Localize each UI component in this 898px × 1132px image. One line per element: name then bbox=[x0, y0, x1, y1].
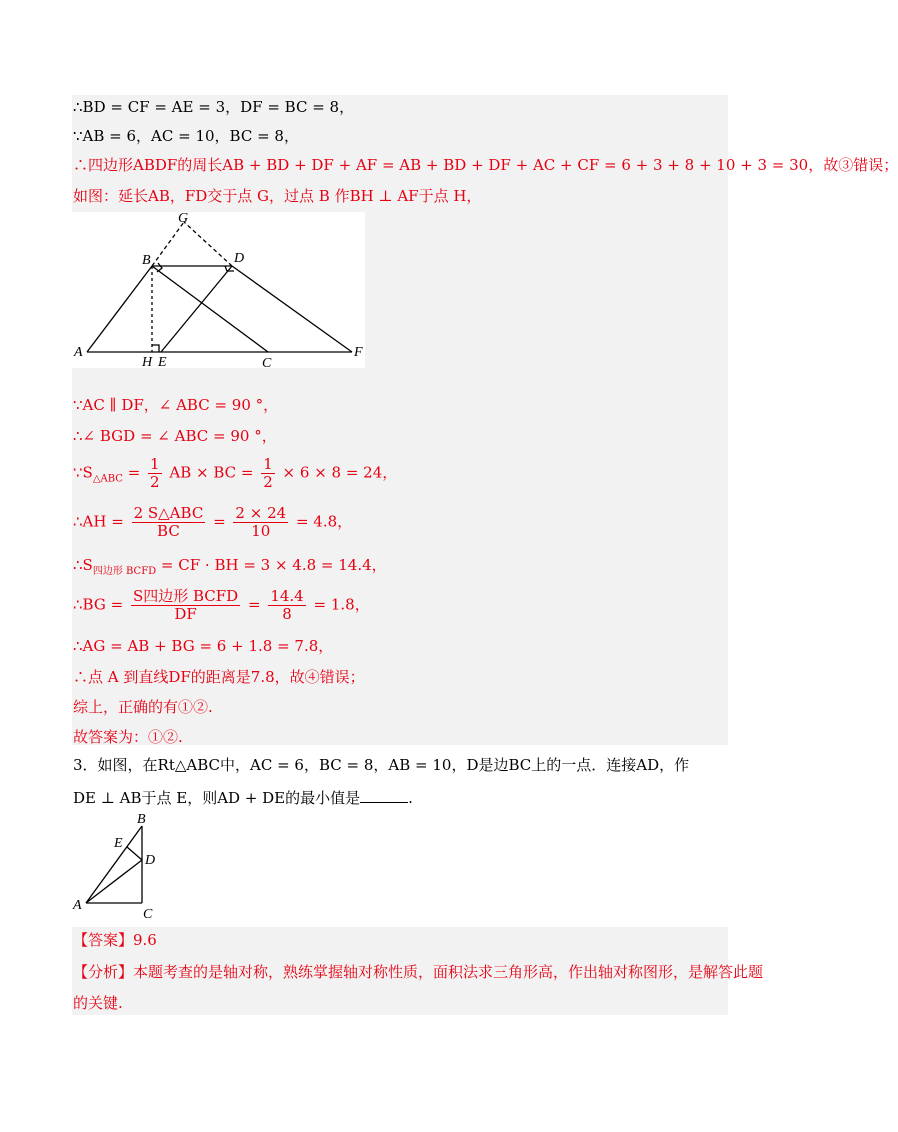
solution-line-6: ∴∠ BGD = ∠ ABC = 90 °， bbox=[73, 427, 277, 445]
label-D: D bbox=[145, 853, 156, 868]
label-D: D bbox=[234, 251, 245, 266]
answer-line: 【答案】9.6 bbox=[73, 931, 157, 949]
label-E: E bbox=[158, 355, 167, 370]
segment-AD bbox=[86, 860, 142, 903]
label-H: H bbox=[142, 355, 153, 370]
question-line-2: DE ⊥ AB于点 E，则AD + DE的最小值是 . bbox=[73, 789, 413, 807]
solution-line-9: $\therefore S_{四边形 BCFD}$ = CF · BH = 3 × 4.8 = 14.4， bbox=[73, 556, 387, 577]
label-C: C bbox=[262, 356, 272, 371]
solution-line-1: ∴BD = CF = AE = 3，DF = BC = 8， bbox=[73, 98, 355, 116]
solution-line-7: $\because S_{\triangle ABC}$ = $\frac{1}{2}$ AB × BC = $\frac{1}{2}$ × 6 × 8 = 24， bbox=[73, 455, 398, 491]
figure-trapezoid bbox=[72, 211, 365, 371]
solution-line-3: ∴四边形ABDF的周长AB + BD + DF + AF = AB + BD + DF + AC + CF = 6 + 3 + 8 + 10 + 3 = 30，故③错误； bbox=[73, 156, 898, 174]
solution-line-5: ∵AC ∥ DF，∠ ABC = 90 °， bbox=[73, 396, 279, 414]
label-C: C bbox=[143, 907, 153, 922]
label-E: E bbox=[114, 836, 123, 851]
analysis-line-1: 【分析】本题考查的是轴对称，熟练掌握轴对称性质，面积法求三角形高，作出轴对称图形，是解答此题 bbox=[73, 963, 764, 981]
solution-line-2: ∵AB = 6，AC = 10，BC = 8， bbox=[73, 127, 299, 145]
solution-line-12: ∴点 A 到直线DF的距离是7.8，故④错误； bbox=[73, 668, 365, 686]
label-F: F bbox=[354, 345, 363, 360]
solution-line-8: ∴AH = $\frac{\text{2 S△ABC}}{BC}$ = $\frac{2 \times 24}{10}$ = 4.8， bbox=[73, 504, 353, 540]
solution-line-10: ∴BG = $\frac{\text{S四边形 BCFD}}{DF}$ = $\frac{14.4}{8}$ = 1.8， bbox=[73, 587, 370, 623]
solution-line-13: 综上，正确的有①②. bbox=[73, 698, 213, 716]
solution-line-4: 如图：延长AB，FD交于点 G，过点 B 作BH ⊥ AF于点 H， bbox=[73, 187, 482, 205]
label-A: A bbox=[74, 345, 83, 360]
solution-line-14: 故答案为：①②. bbox=[73, 728, 183, 746]
question-line-1: 3．如图，在Rt△ABC中，AC = 6，BC = 8，AB = 10，D是边BC上的一点．连接AD，作 bbox=[73, 756, 690, 774]
segment-DE bbox=[127, 847, 142, 860]
label-B: B bbox=[137, 812, 146, 827]
solution-line-11: ∴AG = AB + BG = 6 + 1.8 = 7.8， bbox=[73, 637, 334, 655]
answer-blank bbox=[360, 788, 408, 803]
label-G: G bbox=[178, 211, 189, 226]
label-B: B bbox=[142, 253, 151, 268]
label-A: A bbox=[73, 898, 82, 913]
analysis-line-2: 的关键. bbox=[73, 994, 123, 1012]
figure-right-triangle bbox=[72, 810, 167, 922]
